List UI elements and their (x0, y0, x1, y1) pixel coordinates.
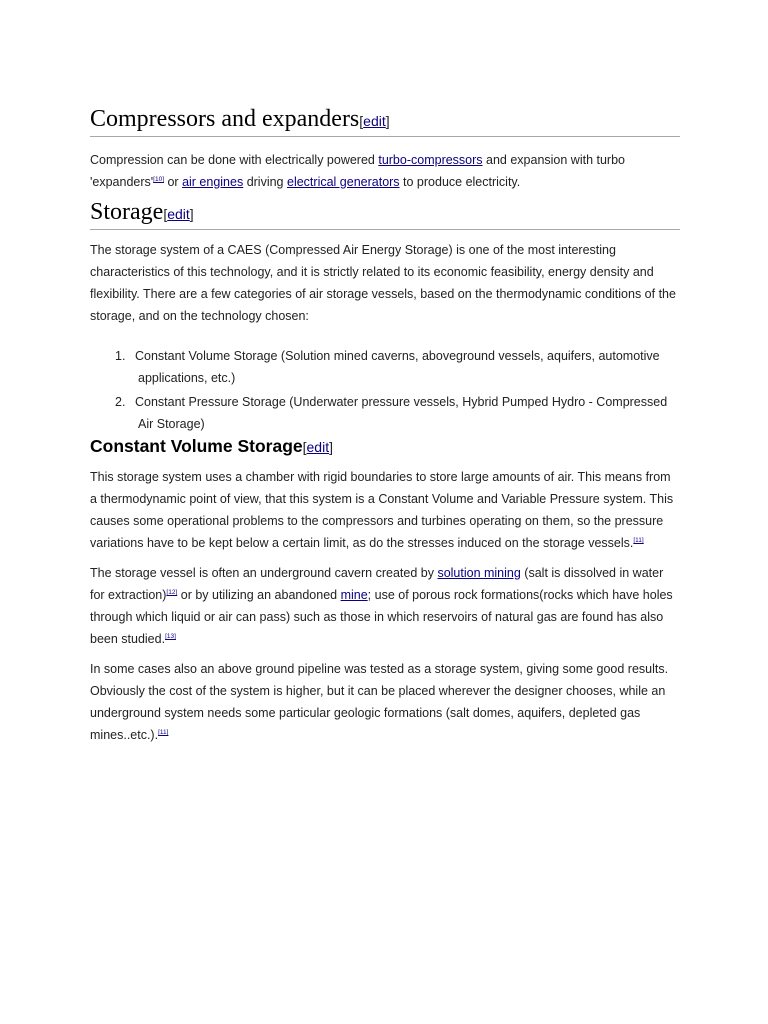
edit-link-wrapper: [edit] (359, 113, 390, 129)
heading-text: Constant Volume Storage (90, 436, 303, 456)
ref-link-13[interactable]: [13] (165, 633, 176, 640)
text: (salt is dissolved in water for extraction) (90, 566, 664, 602)
text: and expansion with turbo 'expanders' (90, 153, 626, 189)
edit-link-storage[interactable]: edit (167, 206, 190, 222)
edit-link-wrapper: [edit] (163, 206, 194, 222)
edit-link-constant-volume-storage[interactable]: edit (306, 439, 330, 455)
ref-link-11[interactable]: [11] (633, 537, 644, 544)
list-item (90, 345, 680, 389)
text: or by utilizing an abandoned (177, 588, 341, 602)
cvs-paragraph-2 (90, 562, 680, 650)
article-content (90, 104, 680, 746)
text: or (164, 175, 183, 189)
text: ; use of porous rock formations(rocks which have holes through which liquid or air can pass) such as those in which reservoirs of natural gas are found has also been studied. (90, 588, 673, 646)
reference (153, 176, 164, 183)
text: This storage system uses a chamber with rigid boundaries to store large amounts of air. This means from a thermodynamic point of view, that this system is a Constant Volume and Variable Pressure system. This causes some operational problems to the compressors and turbines operating on them, so the pressure variations have to be kept below a certain limit, as do the stresses induced on the storage vessels. (90, 470, 674, 550)
list-item-text: Constant Pressure Storage (Underwater pressure vessels, Hybrid Pumped Hydro - Compressed Air Storage) (135, 395, 668, 431)
list-number: 2. (115, 395, 126, 409)
reference (166, 589, 177, 596)
list-number: 1. (115, 349, 126, 363)
section-heading-constant-volume-storage (90, 435, 680, 458)
link-air-engines[interactable]: air engines (182, 175, 244, 189)
reference (633, 537, 643, 544)
text: driving (243, 175, 287, 189)
text: to produce electricity. (399, 175, 521, 189)
text: Compression can be done with electrically powered (90, 153, 379, 167)
text: In some cases also an above ground pipeline was tested as a storage system, giving some good results. Obviously the cost of the system is higher, but it can be placed wherever the designer chooses, while an underground system needs some particular geologic formations (salt domes, aquifers, depleted gas mines..etc.). (90, 662, 669, 742)
edit-link-compressors[interactable]: edit (363, 113, 386, 129)
list-item-text: Constant Volume Storage (Solution mined caverns, aboveground vessels, aquifers, automotive applications, etc.) (135, 349, 660, 385)
text: The storage vessel is often an underground cavern created by (90, 566, 438, 580)
ref-link-11[interactable]: [11] (158, 729, 169, 736)
cvs-paragraph-3 (90, 658, 680, 746)
reference (158, 729, 168, 736)
heading-text: Storage (90, 199, 164, 225)
heading-text: Compressors and expanders (90, 106, 360, 132)
compressors-paragraph (90, 149, 680, 193)
cvs-paragraph-1 (90, 466, 680, 554)
ref-link-12[interactable]: [12] (166, 589, 178, 596)
section-heading-compressors (90, 104, 680, 137)
ref-link-10[interactable]: [10] (153, 176, 164, 183)
edit-link-wrapper: [edit] (302, 439, 333, 455)
link-mine[interactable]: mine (340, 588, 368, 602)
link-solution-mining[interactable]: solution mining (437, 566, 521, 580)
section-heading-storage (90, 197, 680, 230)
link-turbo-compressors[interactable]: turbo-compressors (378, 153, 483, 167)
storage-paragraph: The storage system of a CAES (Compressed Air Energy Storage) is one of the most interesting characteristics of this technology, and it is strictly related to its economic feasibility, energy density and flexibility. There are a few categories of air storage vessels, based on the thermodynamic conditions of the storage, and on the technology chosen: (90, 243, 676, 323)
storage-categories-list (90, 345, 680, 435)
reference (165, 633, 176, 640)
link-electrical-generators[interactable]: electrical generators (287, 175, 400, 189)
list-item (90, 391, 680, 435)
